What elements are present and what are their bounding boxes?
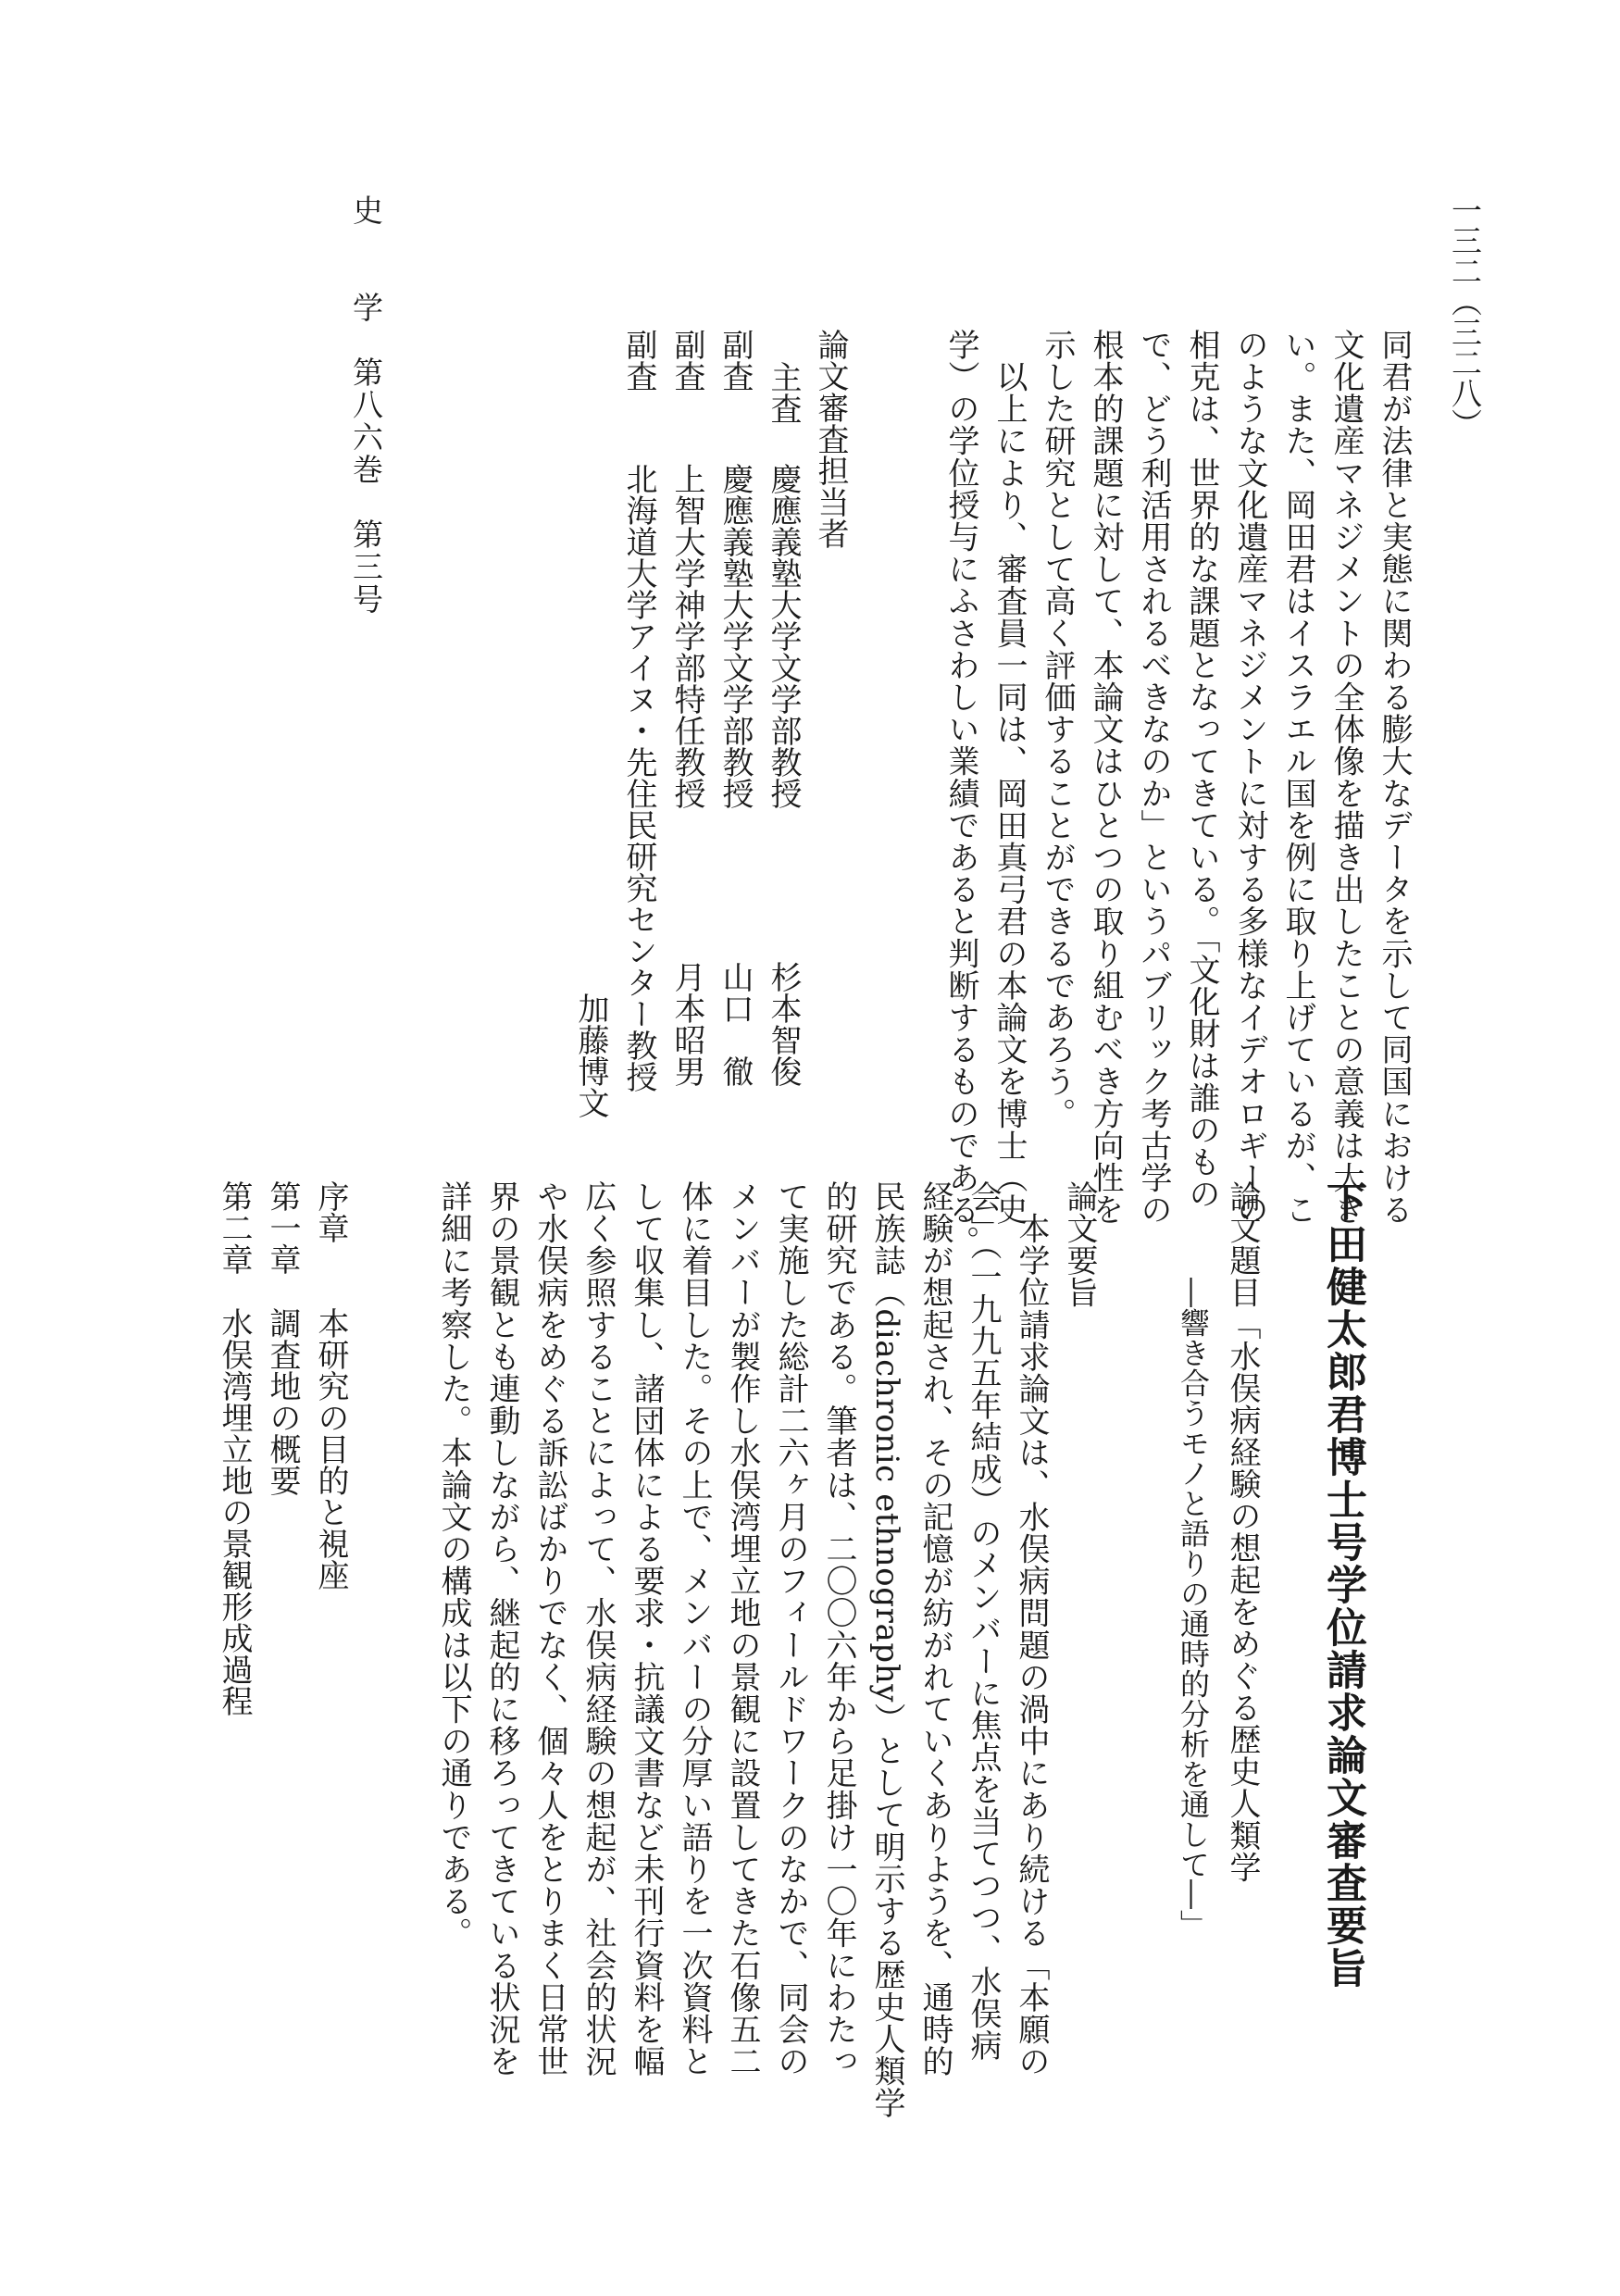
- running-head: 史 学 第八六巻 第三号: [348, 194, 384, 616]
- toc-label: 第一章: [264, 1180, 301, 1275]
- summary-line: 詳細に考察した。本論文の構成は以下の通りである。: [435, 1180, 472, 1950]
- body-line: い。また、岡田君はイスラエル国を例に取り上げているが、こ: [1279, 329, 1316, 1226]
- reviewer-role: 副査: [717, 329, 754, 392]
- reviewer-name: 月本昭男: [668, 961, 705, 1087]
- summary-line: して収集し、諸団体による要求・抗議文書など未刊行資料を幅: [628, 1180, 665, 2078]
- body-line: 文化遺産マネジメントの全体像を描き出したことの意義は大き: [1327, 329, 1365, 1226]
- summary-line: 会」（一九九五年結成）のメンバーに焦点を当てつつ、水俣病: [965, 1180, 1002, 2062]
- toc-label: 序章: [312, 1180, 349, 1243]
- thesis-subtitle: ―響き合うモノと語りの通時的分析を通して―」: [1176, 1278, 1211, 1940]
- body-line: で、どう利活用されるべきなのか」というパブリック考古学の: [1135, 329, 1172, 1226]
- toc-label: 第二章: [216, 1180, 253, 1275]
- reviewer-affiliation: 慶應義塾大学文学部教授: [717, 463, 754, 809]
- document-title: 下田健太郎君博士号学位請求論文審査要旨: [1319, 1180, 1366, 1990]
- toc-title: 本研究の目的と視座: [312, 1307, 349, 1591]
- summary-line: 界の景観とも連動しながら、継起的に移ろってきている状況を: [483, 1180, 520, 2078]
- summary-line: や水俣病をめぐる訴訟ばかりでなく、個々人をとりまく日常世: [531, 1180, 568, 2078]
- body-line: 以上により、審査員一同は、岡田真弓君の本論文を博士（史: [991, 329, 1028, 1226]
- body-line: のような文化遺産マネジメントに対する多様なイデオロギーの: [1231, 329, 1268, 1226]
- thesis-title: 論文題目「水俣病経験の想起をめぐる歴史人類学: [1224, 1180, 1261, 1883]
- reviewer-name: 山口 徹: [717, 961, 754, 1087]
- reviewer-affiliation: 慶應義塾大学文学部教授: [765, 463, 802, 809]
- summary-line: 広く参照することによって、水俣病経験の想起が、社会的状況: [579, 1180, 617, 2078]
- summary-line: 本学位請求論文は、水俣病問題の渦中にあり続ける「本願の: [1013, 1180, 1050, 2078]
- summary-line: て実施した総計二六ヶ月のフィールドワークのなかで、同会の: [772, 1180, 809, 2078]
- reviewer-role: 主査: [765, 361, 802, 424]
- summary-line: 的研究である。筆者は、二〇〇六年から足掛け一〇年にわたっ: [820, 1180, 857, 2078]
- reviewer-role: 副査: [620, 329, 657, 392]
- body-line: 示した研究として高く評価することができるであろう。: [1039, 329, 1076, 1129]
- reviewer-role: 副査: [668, 329, 705, 392]
- page-number: 一三二（三二八）: [1447, 194, 1483, 439]
- body-line: 相克は、世界的な課題となってきている。「文化財は誰のもの: [1183, 329, 1220, 1210]
- reviewer-affiliation: 北海道大学アイヌ・先住民研究センター教授: [620, 463, 657, 1092]
- summary-line: 民族誌（diachronic ethnography）として明示する歴史人類学: [868, 1180, 905, 2119]
- summary-line: 体に着目した。その上で、メンバーの分厚い語りを一次資料と: [676, 1180, 713, 2078]
- toc-title: 調査地の概要: [264, 1307, 301, 1496]
- reviewers-heading: 論文審査担当者: [812, 329, 849, 549]
- toc-title: 水俣湾埋立地の景観形成過程: [216, 1307, 253, 1716]
- reviewer-affiliation: 上智大学神学部特任教授: [668, 463, 705, 809]
- body-line: 学）の学位授与にふさわしい業績であると判断するものである。: [942, 329, 979, 1258]
- summary-heading: 論文要旨: [1061, 1180, 1098, 1309]
- body-line: 根本的課題に対して、本論文はひとつの取り組むべき方向性を: [1087, 329, 1124, 1226]
- summary-line: メンバーが製作し水俣湾埋立地の景観に設置してきた石像五二: [724, 1180, 761, 2078]
- body-line: 同君が法律と実態に関わる膨大なデータを示して同国における: [1376, 329, 1413, 1226]
- reviewer-name: 加藤博文: [572, 992, 609, 1118]
- reviewer-name: 杉本智俊: [765, 961, 802, 1087]
- summary-line: 経験が想起され、その記憶が紡がれていくありようを、通時的: [916, 1180, 953, 2078]
